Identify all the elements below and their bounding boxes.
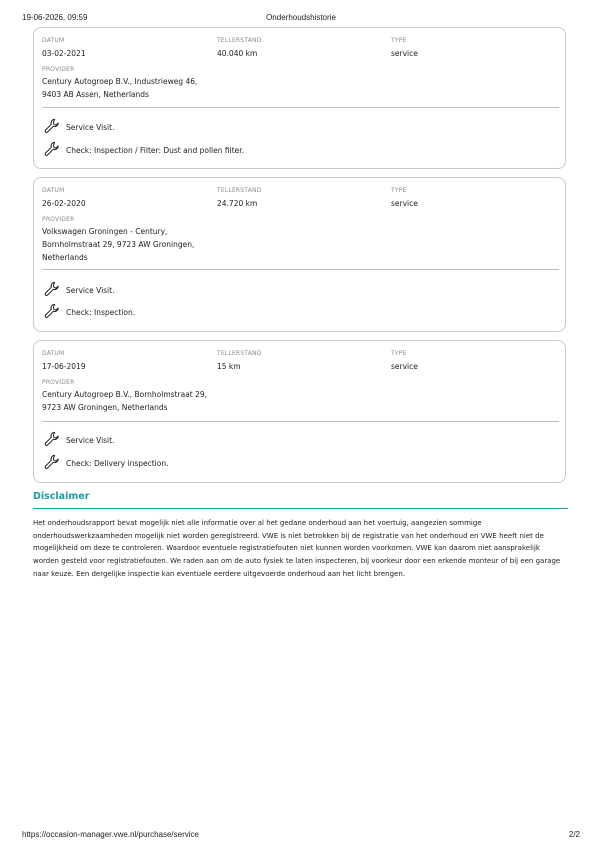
date-value: 26-02-2020 — [42, 199, 86, 208]
date-label: DATUM — [42, 187, 65, 194]
type-field — [391, 37, 418, 60]
card-divider — [42, 421, 559, 422]
maintenance-item-text: Service Visit. — [66, 285, 115, 295]
service-record-card — [33, 177, 566, 332]
print-datetime: 19-06-2026, 09:59 — [22, 13, 88, 22]
type-value: service — [391, 199, 418, 208]
provider-line: Volkswagen Groningen - Century, — [42, 227, 168, 236]
service-record-card — [33, 340, 566, 483]
card-divider — [42, 107, 559, 108]
disclaimer-title: Disclaimer — [33, 491, 90, 502]
provider-line: 9403 AB Assen, Netherlands — [42, 90, 149, 99]
maintenance-item — [44, 281, 114, 297]
disclaimer-text: Het onderhoudsrapport bevat mogelijk niet alle informatie over al het gedane onderhoud aan het voertuig, aangezien sommige onderhoudswerkzaamheden mogelijk niet worden geregistreerd. VWE is niet betrokken bij de registratie van het onderhoud en VWE heeft niet de mogelijkheid om deze te controleren. Waardoor eventuele registratiefouten niet kunnen worden voorkomen. VWE kan daarom niet aansprakelijk worden gesteld voor registratiefouten. We raden aan om de auto fysiek te laten inspecteren, bij voorkeur door een erkende monteur of bij een garage naar keuze. Een dergelijke inspectie kan eventuele eerdere uitgevoerde onderhoud aan het licht brengen. — [33, 519, 561, 578]
date-field — [42, 350, 86, 373]
service-record-card — [33, 27, 566, 169]
type-field — [391, 350, 418, 373]
date-field — [42, 37, 86, 60]
odometer-field — [217, 187, 262, 210]
date-value: 17-06-2019 — [42, 362, 86, 371]
date-field — [42, 187, 86, 210]
maintenance-item-text: Check: Delivery inspection. — [66, 458, 169, 468]
footer-url: https://occasion-manager.vwe.nl/purchase/service — [22, 830, 199, 839]
provider-label: PROVIDER — [42, 379, 75, 386]
provider-line: Century Autogroep B.V., Bornholmstraat 29, — [42, 390, 208, 399]
odometer-value: 24.720 km — [217, 199, 258, 208]
maintenance-item-text: Check: Inspection. — [66, 307, 136, 317]
provider-label: PROVIDER — [42, 216, 75, 223]
odometer-label: TELLERSTAND — [217, 350, 262, 357]
provider-field — [42, 216, 194, 264]
maintenance-item — [44, 118, 114, 134]
type-label: TYPE — [391, 187, 407, 194]
odometer-label: TELLERSTAND — [217, 37, 262, 44]
wrench-icon — [44, 118, 60, 134]
wrench-icon — [44, 454, 60, 470]
provider-field — [42, 379, 207, 414]
provider-line: Bornholmstraat 29, 9723 AW Groningen, — [42, 240, 195, 249]
maintenance-item — [44, 141, 244, 157]
wrench-icon — [44, 303, 60, 319]
maintenance-item — [44, 454, 169, 470]
odometer-label: TELLERSTAND — [217, 187, 262, 194]
date-value: 03-02-2021 — [42, 49, 86, 58]
card-divider — [42, 269, 559, 270]
type-label: TYPE — [391, 37, 407, 44]
maintenance-item-text: Check: Inspection / Filter: Dust and pollen filter. — [66, 145, 245, 155]
maintenance-item-text: Service Visit. — [66, 435, 115, 445]
odometer-field — [217, 350, 262, 373]
provider-line: 9723 AW Groningen, Netherlands — [42, 403, 168, 412]
wrench-icon — [44, 141, 60, 157]
type-value: service — [391, 362, 418, 371]
date-label: DATUM — [42, 350, 65, 357]
provider-line: Century Autogroep B.V., Industrieweg 46, — [42, 77, 198, 86]
maintenance-item — [44, 303, 135, 319]
page-title: Onderhoudshistorie — [266, 13, 336, 22]
provider-field — [42, 66, 197, 101]
odometer-value: 15 km — [217, 362, 241, 371]
provider-label: PROVIDER — [42, 66, 75, 73]
wrench-icon — [44, 281, 60, 297]
date-label: DATUM — [42, 37, 65, 44]
type-value: service — [391, 49, 418, 58]
type-label: TYPE — [391, 350, 407, 357]
page-number: 2/2 — [568, 830, 580, 839]
odometer-value: 40.040 km — [217, 49, 258, 58]
odometer-field — [217, 37, 262, 60]
maintenance-item-text: Service Visit. — [66, 122, 115, 132]
maintenance-item — [44, 431, 114, 447]
provider-line: Netherlands — [42, 253, 88, 262]
wrench-icon — [44, 431, 60, 447]
type-field — [391, 187, 418, 210]
disclaimer-divider — [33, 508, 568, 509]
